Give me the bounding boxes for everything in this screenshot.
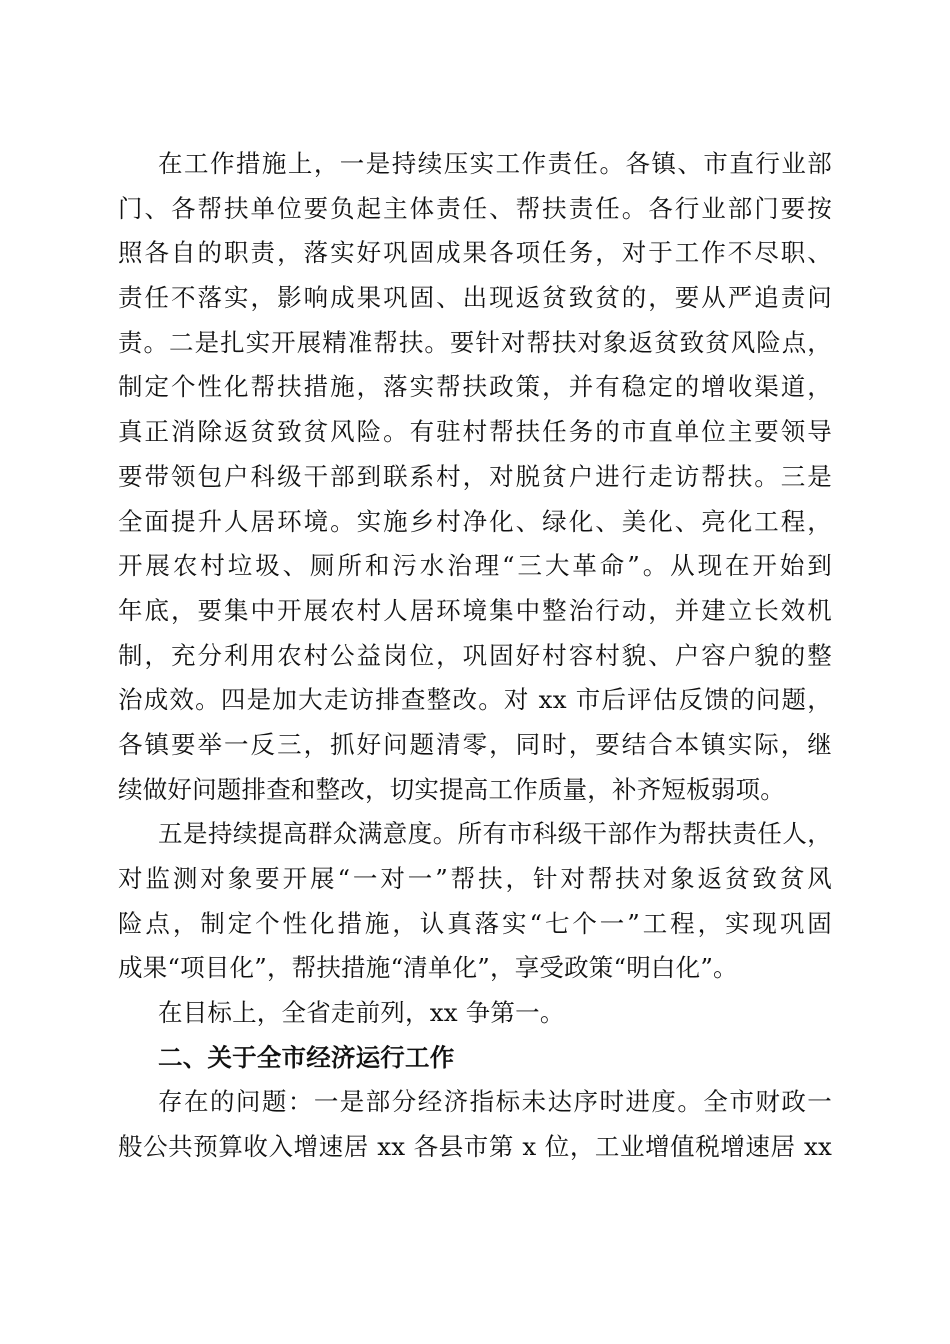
text-line: 照各自的职责，落实好巩固成果各项任务，对于工作不尽职、: [118, 238, 832, 268]
text-line: 开展农村垃圾、厕所和污水治理“三大革命”。从现在开始到: [118, 551, 832, 581]
text-line: 险点，制定个性化措施，认真落实“七个一”工程，实现巩固: [118, 908, 832, 938]
text-line: 在目标上，全省走前列，xx 争第一。: [158, 998, 565, 1028]
paragraph-problems: [118, 1080, 832, 1169]
text-line: 般公共预算收入增速居 xx 各县市第 x 位，工业增值税增速居 xx: [118, 1132, 832, 1162]
text-line: 要带领包户科级干部到联系村，对脱贫户进行走访帮扶。三是: [118, 461, 832, 491]
text-line: 责任不落实，影响成果巩固、出现返贫致贫的，要从严追责问: [118, 283, 832, 313]
text-line: 制定个性化帮扶措施，落实帮扶政策，并有稳定的增收渠道，: [118, 372, 832, 402]
text-line: 五是持续提高群众满意度。所有市科级干部作为帮扶责任人，: [158, 819, 832, 849]
text-line: 成果“项目化”，帮扶措施“清单化”，享受政策“明白化”。: [118, 953, 738, 983]
document-page: [118, 142, 832, 1170]
text-line: 年底，要集中开展农村人居环境集中整治行动，并建立长效机: [118, 595, 832, 625]
paragraph-work-measures: [118, 142, 832, 812]
text-line: 存在的问题：一是部分经济指标未达序时进度。全市财政一: [158, 1087, 832, 1117]
paragraph-goal: [118, 991, 832, 1036]
text-line: 真正消除返贫致贫风险。有驻村帮扶任务的市直单位主要领导: [118, 417, 832, 447]
text-line: 在工作措施上，一是持续压实工作责任。各镇、市直行业部: [158, 149, 832, 178]
text-line: 治成效。四是加大走访排查整改。对 xx 市后评估反馈的问题，: [118, 685, 832, 715]
text-line: 责。二是扎实开展精准帮扶。要针对帮扶对象返贫致贫风险点，: [118, 327, 832, 357]
text-line: 续做好问题排查和整改，切实提高工作质量，补齐短板弱项。: [118, 774, 785, 804]
section-heading: 二、关于全市经济运行工作: [158, 1042, 455, 1072]
text-line: 制，充分利用农村公益岗位，巩固好村容村貌、户容户貌的整: [118, 640, 832, 670]
text-line: 全面提升人居环境。实施乡村净化、绿化、美化、亮化工程，: [118, 506, 832, 536]
text-line: 对监测对象要开展“一对一”帮扶，针对帮扶对象返贫致贫风: [118, 864, 832, 893]
paragraph-satisfaction: [118, 812, 832, 991]
text-line: 各镇要举一反三，抓好问题清零，同时，要结合本镇实际，继: [118, 729, 832, 759]
text-line: 门、各帮扶单位要负起主体责任、帮扶责任。各行业部门要按: [118, 193, 832, 223]
